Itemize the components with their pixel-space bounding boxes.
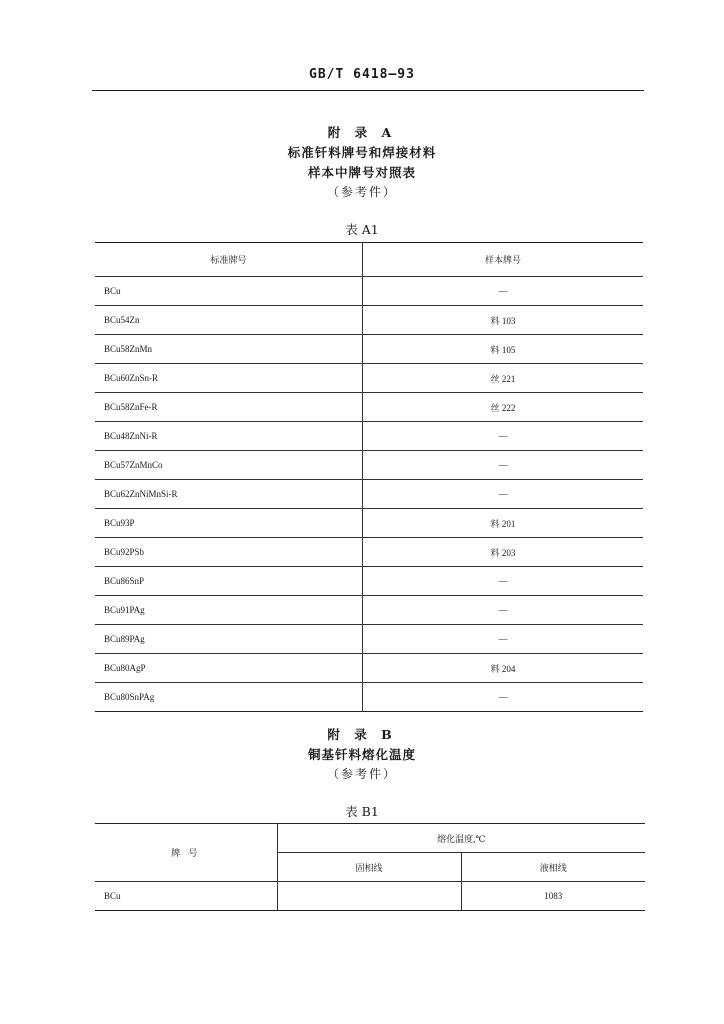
table-row bbox=[95, 625, 643, 654]
standard-grade-cell: BCu89PAg bbox=[95, 625, 363, 654]
table-row bbox=[95, 306, 643, 335]
standard-grade-cell: BCu80SnPAg bbox=[95, 683, 363, 712]
appendix-b-title: 附 录 B bbox=[327, 727, 397, 742]
table-row bbox=[95, 277, 643, 306]
standard-grade-cell: BCu bbox=[95, 277, 363, 306]
sample-grade-cell: — bbox=[363, 596, 644, 625]
sample-grade-cell: 料 204 bbox=[363, 654, 644, 683]
sample-grade-cell: — bbox=[363, 451, 644, 480]
solidus-cell bbox=[277, 882, 461, 911]
table-b1-col-solidus: 固相线 bbox=[277, 853, 461, 882]
appendix-a-note: （参考件） bbox=[326, 185, 397, 199]
table-row bbox=[95, 882, 645, 911]
sample-grade-cell: — bbox=[363, 625, 644, 654]
table-row bbox=[95, 364, 643, 393]
appendix-a-subtitle-line1: 标准钎料牌号和焊接材料 bbox=[287, 145, 437, 160]
table-row bbox=[95, 509, 643, 538]
sample-grade-cell: 丝 222 bbox=[363, 393, 644, 422]
appendix-b-subtitle: 铜基钎料熔化温度 bbox=[307, 747, 416, 762]
table-b1-col-grade: 牌 号 bbox=[95, 824, 277, 882]
sample-grade-cell: 料 105 bbox=[363, 335, 644, 364]
table-a1-col-standard: 标准牌号 bbox=[95, 243, 363, 277]
standard-grade-cell: BCu48ZnNi-R bbox=[95, 422, 363, 451]
appendix-a-subtitle-line2: 样本中牌号对照表 bbox=[307, 165, 416, 180]
sample-grade-cell: — bbox=[363, 683, 644, 712]
table-row bbox=[95, 654, 643, 683]
sample-grade-cell: — bbox=[363, 422, 644, 451]
standard-grade-cell: BCu92PSb bbox=[95, 538, 363, 567]
standard-grade-cell: BCu58ZnMn bbox=[95, 335, 363, 364]
standard-grade-cell: BCu57ZnMnCo bbox=[95, 451, 363, 480]
table-a1 bbox=[95, 242, 643, 712]
table-b1-col-melting: 熔化温度,℃ bbox=[437, 833, 486, 844]
table-row bbox=[95, 480, 643, 509]
appendix-b-note: （参考件） bbox=[326, 767, 397, 781]
sample-grade-cell: — bbox=[363, 480, 644, 509]
table-row bbox=[95, 422, 643, 451]
sample-grade-cell: 丝 221 bbox=[363, 364, 644, 393]
header-rule bbox=[92, 90, 644, 91]
table-a1-col-sample: 样本牌号 bbox=[484, 255, 521, 265]
table-row bbox=[95, 538, 643, 567]
standard-grade-cell: BCu93P bbox=[95, 509, 363, 538]
sample-grade-cell: 料 201 bbox=[363, 509, 644, 538]
sample-grade-cell: — bbox=[363, 277, 644, 306]
standard-grade-cell: BCu58ZnFe-R bbox=[95, 393, 363, 422]
table-row bbox=[95, 567, 643, 596]
table-row bbox=[95, 335, 643, 364]
sample-grade-cell: 料 203 bbox=[363, 538, 644, 567]
standard-grade-cell: BCu86SnP bbox=[95, 567, 363, 596]
standard-grade-cell: BCu60ZnSn-R bbox=[95, 364, 363, 393]
standard-grade-cell: BCu91PAg bbox=[95, 596, 363, 625]
sample-grade-cell: 料 103 bbox=[363, 306, 644, 335]
table-row bbox=[95, 683, 643, 712]
table-row bbox=[95, 596, 643, 625]
table-b1-col-liquidus: 液相线 bbox=[461, 853, 645, 882]
table-a1-caption: 表 A1 bbox=[345, 222, 379, 237]
standard-grade-cell: BCu80AgP bbox=[95, 654, 363, 683]
table-a1-header-row bbox=[95, 243, 643, 277]
liquidus-cell: 1083 bbox=[461, 882, 645, 911]
standard-grade-cell: BCu54Zn bbox=[95, 306, 363, 335]
table-row bbox=[95, 451, 643, 480]
grade-cell: BCu bbox=[95, 882, 277, 911]
sample-grade-cell: — bbox=[363, 567, 644, 596]
standard-grade-cell: BCu62ZnNiMnSi-R bbox=[95, 480, 363, 509]
standard-code-header: GB/T 6418—93 bbox=[309, 67, 415, 82]
appendix-a-title: 附 录 A bbox=[327, 125, 397, 140]
table-row bbox=[95, 393, 643, 422]
table-b1-caption: 表 B1 bbox=[345, 804, 379, 819]
table-b1 bbox=[95, 823, 645, 911]
